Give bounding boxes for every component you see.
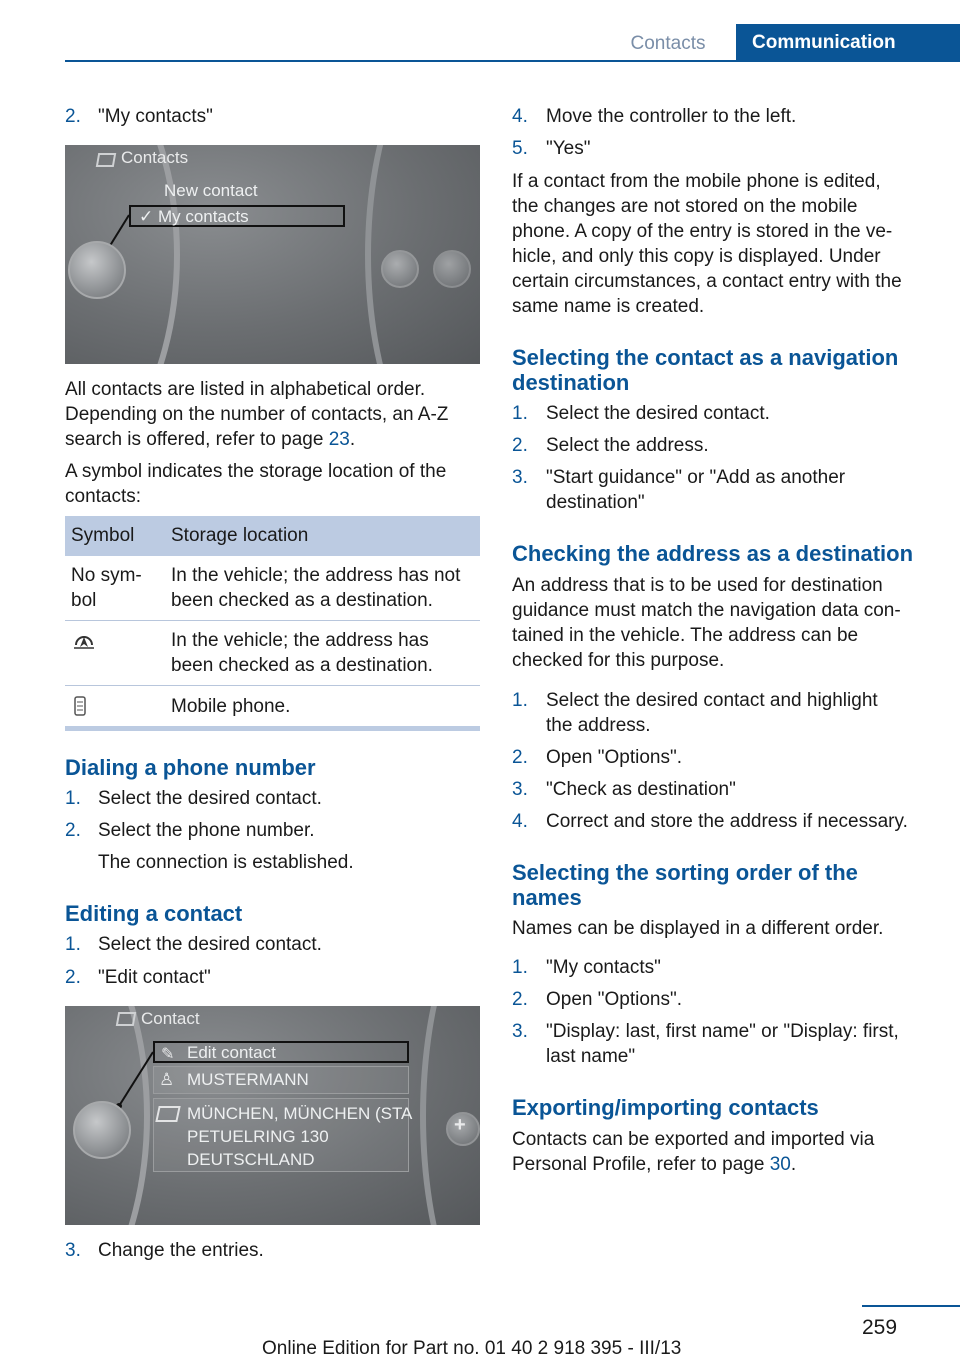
- step-number: 1.: [65, 934, 81, 955]
- table-cell-text: Mobile phone.: [171, 696, 291, 717]
- paragraph-line: If a contact from the mobile phone is edited,: [512, 171, 881, 192]
- step-text: "My contacts": [546, 957, 661, 978]
- footer-rule: [862, 1305, 960, 1307]
- step-number: 2.: [512, 435, 528, 456]
- heading-check-destination: Checking the address as a destination: [512, 541, 914, 566]
- step-text: Select the desired contact.: [546, 403, 770, 424]
- step-text: Select the desired contact.: [98, 934, 322, 955]
- table-header-location: Storage location: [171, 525, 309, 546]
- header-rule: [65, 60, 960, 62]
- pointer-line: [65, 145, 480, 364]
- paragraph-line: All contacts are listed in alphabetical order.: [65, 379, 426, 400]
- address-line: PETUELRING 130: [187, 1127, 329, 1146]
- step-number: 1.: [512, 957, 528, 978]
- step-number: 3.: [512, 1021, 528, 1042]
- step-text: "My contacts": [98, 106, 213, 127]
- paragraph-line: phone. A copy of the entry is stored in the ve‐: [512, 221, 893, 242]
- step-text: last name": [546, 1046, 636, 1067]
- step-text: the address.: [546, 715, 651, 736]
- paragraph-line: Depending on the number of contacts, an A-Z: [65, 404, 449, 425]
- contacts-screenshot: [65, 145, 480, 364]
- paragraph-line: [65, 427, 355, 452]
- header-section: Contacts: [630, 33, 706, 54]
- paragraph-line: guidance must match the navigation data con‐: [512, 600, 901, 621]
- step-text: "Start guidance" or "Add as another: [546, 467, 846, 488]
- table-cell-symbol: bol: [71, 590, 97, 611]
- table-divider: [65, 685, 480, 686]
- paragraph-line: Contacts can be exported and imported via: [512, 1129, 875, 1150]
- mobile-phone-icon: [72, 695, 88, 717]
- step-number: 1.: [512, 403, 528, 424]
- table-cell-text: In the vehicle; the address has: [171, 630, 429, 651]
- side-knob-left: [381, 250, 419, 288]
- step-text: Select the address.: [546, 435, 709, 456]
- paragraph-line: An address that is to be used for destination: [512, 575, 883, 596]
- step-note: The connection is established.: [98, 852, 354, 873]
- step-number: 1.: [512, 690, 528, 711]
- step-text: Open "Options".: [546, 747, 683, 768]
- menu-item-edit-contact: Edit contact: [187, 1043, 276, 1062]
- paragraph-text: Personal Profile, refer to page: [512, 1154, 770, 1175]
- edition-footer: Online Edition for Part no. 01 40 2 918 395 - III/13: [262, 1338, 682, 1359]
- paragraph-line: tained in the vehicle. The address can be: [512, 625, 859, 646]
- heading-export: Exporting/importing contacts: [512, 1095, 819, 1120]
- step-text: Select the desired contact and highlight: [546, 690, 878, 711]
- table-cell-symbol: No sym-: [71, 565, 142, 586]
- step-text: Open "Options".: [546, 989, 683, 1010]
- side-knob-right: [433, 250, 471, 288]
- step-text: destination": [546, 492, 645, 513]
- paragraph-line: A symbol indicates the storage location of the: [65, 461, 447, 482]
- heading-sorting: names: [512, 885, 582, 910]
- step-text: Select the phone number.: [98, 820, 315, 841]
- menu-item-new-contact: New contact: [164, 181, 258, 200]
- screen-title: Contact: [141, 1009, 200, 1028]
- step-text: "Yes": [546, 138, 591, 159]
- heading-sorting: Selecting the sorting order of the: [512, 860, 858, 885]
- edit-contact-screenshot: [65, 1006, 480, 1225]
- step-number: 1.: [65, 788, 81, 809]
- step-text: Move the controller to the left.: [546, 106, 797, 127]
- step-text: Change the entries.: [98, 1240, 264, 1261]
- person-icon: ♙: [159, 1070, 175, 1089]
- pencil-icon: ✎: [161, 1046, 175, 1063]
- page-link[interactable]: 23: [328, 429, 350, 450]
- step-number: 2.: [65, 967, 81, 988]
- table-cell-text: In the vehicle; the address has not: [171, 565, 461, 586]
- step-text: Correct and store the address if necessary.: [546, 811, 908, 832]
- step-number: 3.: [512, 467, 528, 488]
- vehicle-destination-icon: [72, 631, 96, 651]
- paragraph-text: .: [349, 429, 356, 450]
- step-number: 2.: [512, 989, 528, 1010]
- menu-item-my-contacts: ✓ My contacts: [139, 207, 249, 226]
- table-cell-text: been checked as a destination.: [171, 590, 433, 611]
- header-chapter: Communication: [736, 24, 960, 62]
- table-divider: [65, 620, 480, 621]
- screen-title: Contacts: [121, 148, 189, 167]
- paragraph-line: [512, 1152, 796, 1177]
- page-number: 259: [862, 1316, 898, 1339]
- table-cell-text: been checked as a destination.: [171, 655, 433, 676]
- heading-dialing: Dialing a phone number: [65, 755, 316, 780]
- step-text: "Display: last, first name" or "Display: first,: [546, 1021, 899, 1042]
- table-header-symbol: Symbol: [71, 525, 135, 546]
- paragraph-text: search is offered, refer to page: [65, 429, 329, 450]
- paragraph-line: certain circumstances, a contact entry with the: [512, 271, 902, 292]
- step-text: "Edit contact": [98, 967, 211, 988]
- paragraph-line: hicle, and only this copy is displayed. Under: [512, 246, 881, 267]
- step-number: 4.: [512, 106, 528, 127]
- step-number: 3.: [512, 779, 528, 800]
- table-bottom-rule: [65, 726, 480, 731]
- step-text: Select the desired contact.: [98, 788, 322, 809]
- controller-knob: [73, 1101, 131, 1159]
- step-number: 2.: [512, 747, 528, 768]
- address-line: MÜNCHEN, MÜNCHEN (STA: [187, 1104, 413, 1123]
- plus-icon: +: [454, 1114, 466, 1136]
- heading-editing: Editing a contact: [65, 901, 243, 926]
- step-number: 3.: [65, 1240, 81, 1261]
- paragraph-line: same name is created.: [512, 296, 705, 317]
- heading-navigation: destination: [512, 370, 630, 395]
- paragraph-line: the changes are not stored on the mobile: [512, 196, 858, 217]
- paragraph-line: Names can be displayed in a different order.: [512, 918, 884, 939]
- step-text: "Check as destination": [546, 779, 736, 800]
- step-number: 4.: [512, 811, 528, 832]
- step-number: 2.: [65, 106, 81, 127]
- paragraph-line: checked for this purpose.: [512, 650, 725, 671]
- contact-name: MUSTERMANN: [187, 1070, 309, 1089]
- paragraph-line: contacts:: [65, 486, 142, 507]
- step-number: 5.: [512, 138, 528, 159]
- address-line: DEUTSCHLAND: [187, 1150, 315, 1169]
- controller-knob: [68, 241, 126, 299]
- step-number: 2.: [65, 820, 81, 841]
- page-link[interactable]: 30: [769, 1154, 791, 1175]
- heading-navigation: Selecting the contact as a navigation: [512, 345, 899, 370]
- paragraph-text: .: [790, 1154, 797, 1175]
